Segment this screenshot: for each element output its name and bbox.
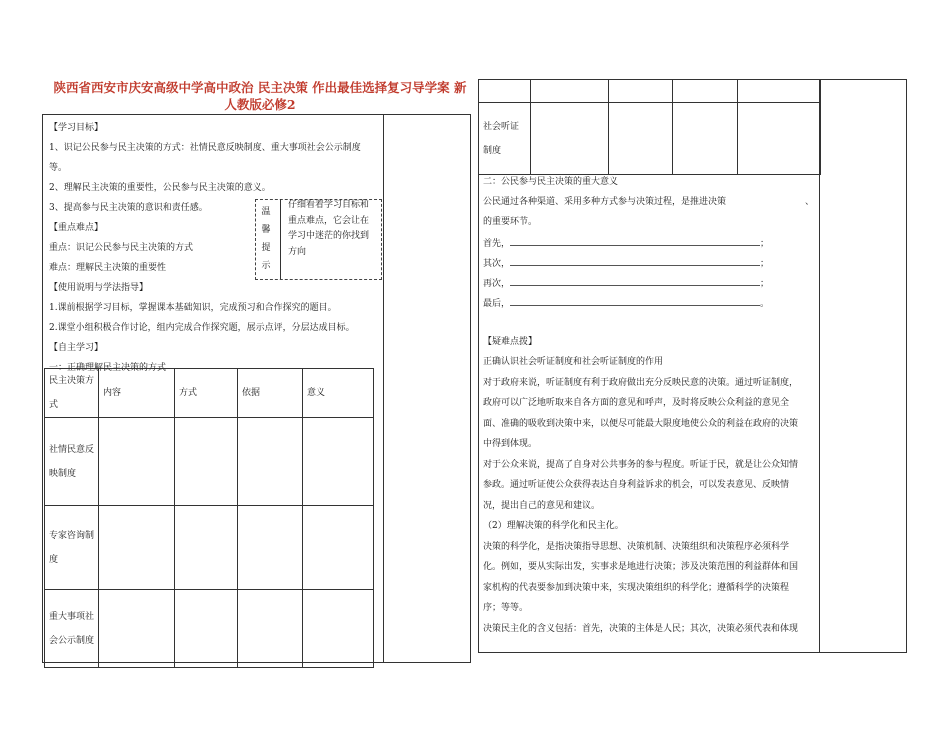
header-cell: 意义 xyxy=(303,369,374,418)
self-study-header: 【自主学习】 xyxy=(49,343,104,353)
answer-cell[interactable] xyxy=(238,506,303,590)
explanation xyxy=(483,352,818,639)
table-row xyxy=(479,103,821,175)
answer-cell[interactable] xyxy=(99,418,175,506)
para-line: 参政。通过听证使公众获得表达自身利益诉求的机会，可以发表意见、反映情 xyxy=(483,480,790,490)
blank-line: 其次， ； xyxy=(483,254,818,274)
para-line: 正确认识社会听证制度和社会听证制度的作用 xyxy=(483,357,664,367)
header-cell: 内容 xyxy=(99,369,175,418)
tip-text xyxy=(288,198,380,260)
table-header-row xyxy=(45,369,374,418)
para-line: 家机构的代表要参加到决策中来，实现决策组织的科学化；遵循科学的决策程 xyxy=(483,582,790,593)
hearing-table xyxy=(478,79,821,175)
key-point: 重点：识记公民参与民主决策的方式 xyxy=(49,243,194,253)
answer-cell[interactable] xyxy=(479,80,531,103)
table-row xyxy=(45,590,374,668)
tip-label-char-1: 温 xyxy=(261,207,271,217)
para-line: 况，提出自己的意见和建议。 xyxy=(483,500,601,511)
answer-cell[interactable] xyxy=(303,506,374,590)
header-cell: 方式 xyxy=(175,369,238,418)
answer-cell[interactable] xyxy=(738,103,821,175)
tip-label-char-4: 示 xyxy=(261,261,271,271)
para-line: 决策的科学化，是指决策指导思想、决策机制、决策组织和决策程序必须科学 xyxy=(483,541,790,552)
objective-2: 2、理解民主决策的重要性，公民参与民主决策的意义。 xyxy=(49,183,271,193)
para-line: 中得到体现。 xyxy=(483,439,538,449)
tip-line-3: 学习中迷茫的你找到 xyxy=(288,231,370,241)
answer-cell[interactable] xyxy=(531,80,609,103)
para-line: （2）理解决策的科学化和民主化。 xyxy=(483,521,624,531)
answer-cell[interactable] xyxy=(531,103,609,175)
header-cell: 民主决策方式 xyxy=(45,369,99,418)
answer-blank[interactable] xyxy=(510,254,760,266)
tip-label-char-2: 馨 xyxy=(261,225,271,235)
answer-cell[interactable] xyxy=(175,506,238,590)
answer-cell[interactable] xyxy=(175,590,238,668)
para-line: 对于政府来说，听证制度有利于政府做出充分反映民意的决策。通过听证制度， xyxy=(483,377,799,388)
decision-methods-table xyxy=(44,368,374,668)
answer-cell[interactable] xyxy=(673,80,738,103)
row-label: 重大事项社会公示制度 xyxy=(45,590,99,668)
table-row xyxy=(45,506,374,590)
tip-line-1: 仔细看着学习目标和 xyxy=(288,200,370,210)
row-label: 社情民意反映制度 xyxy=(45,418,99,506)
para-line: 面、准确的吸收到决策中来，以便尽可能最大限度地使公众的利益在政府的决策 xyxy=(483,418,799,429)
tip-label xyxy=(259,203,273,275)
answer-cell[interactable] xyxy=(238,418,303,506)
objective-1: 1、识记公民参与民主决策的方式：社情民意反映制度、重大事项社会公示制度 xyxy=(49,143,361,153)
answer-cell[interactable] xyxy=(238,590,303,668)
tip-divider xyxy=(280,199,281,279)
blank-line: 最后， 。 xyxy=(483,294,818,314)
usage-1: 1.课前根据学习目标，掌握课本基础知识，完成预习和合作探究的题目。 xyxy=(49,303,337,313)
answer-cell[interactable] xyxy=(738,80,821,103)
objectives-header: 【学习目标】 xyxy=(49,123,104,133)
blank-line: 再次， ； xyxy=(483,274,818,294)
answer-cell[interactable] xyxy=(99,590,175,668)
section-two-title: 二：公民参与民主决策的重大意义 xyxy=(483,177,619,187)
answer-cell[interactable] xyxy=(673,103,738,175)
key-difficult-header: 【重点难点】 xyxy=(49,223,104,233)
table-row xyxy=(45,418,374,506)
blank-line: 首先， ； xyxy=(483,234,818,254)
answer-cell[interactable] xyxy=(175,418,238,506)
tip-line-4: 方向 xyxy=(288,246,307,257)
tip-label-char-3: 提 xyxy=(261,243,271,253)
answer-blank[interactable] xyxy=(510,274,760,286)
answer-blank[interactable] xyxy=(510,234,760,246)
difficult-header: 【疑难点拨】 xyxy=(483,337,538,347)
objective-3: 3、提高参与民主决策的意识和责任感。 xyxy=(49,203,208,213)
row-label: 专家咨询制度 xyxy=(45,506,99,590)
objective-1-cont: 等。 xyxy=(49,163,68,173)
difficult-point: 难点：理解民主决策的重要性 xyxy=(49,263,167,273)
row-label: 社会听证制度 xyxy=(479,103,531,175)
title-line-1: 陕西省西安市庆安高级中学高中政治 民主决策 作出最佳选择复习导学案 新 xyxy=(53,80,467,95)
table-row xyxy=(479,80,821,103)
para-line: 序；等等。 xyxy=(483,603,529,613)
para-line: 政府可以广泛地听取来自各方面的意见和呼声，及时将反映公众利益的意见全 xyxy=(483,398,790,408)
intro-text: 公民通过各种渠道、采用多种方式参与决策过程，是推进决策 xyxy=(483,197,727,207)
answer-blank[interactable] xyxy=(510,294,760,306)
answer-cell[interactable] xyxy=(303,418,374,506)
para-line: 化。例如，要从实际出发，实事求是地进行决策；涉及决策范围的利益群体和国 xyxy=(483,562,799,572)
intro-line-2: 的重要环节。 xyxy=(483,217,538,227)
para-line: 对于公众来说，提高了自身对公共事务的参与程度。听证于民，就是让公众知情 xyxy=(483,459,799,470)
usage-header: 【使用说明与学法指导】 xyxy=(49,283,149,293)
document-title xyxy=(42,79,478,113)
usage-2: 2.课堂小组积极合作讨论，组内完成合作探究题，展示点评，分层达成目标。 xyxy=(49,323,355,333)
answer-cell[interactable] xyxy=(99,506,175,590)
intro-line-1 xyxy=(483,192,818,212)
right-content xyxy=(483,172,818,639)
left-margin-divider xyxy=(383,114,384,662)
section-one-title: 一：正确理解民主决策的方式 xyxy=(49,363,167,373)
answer-cell[interactable] xyxy=(609,103,673,175)
tip-line-2: 重点难点，它会让在 xyxy=(288,215,370,226)
title-line-2: 人教版必修2 xyxy=(224,97,296,112)
answer-cell[interactable] xyxy=(303,590,374,668)
header-cell: 依据 xyxy=(238,369,303,418)
intro-comma: 、 xyxy=(805,197,815,207)
para-line: 决策民主化的含义包括：首先，决策的主体是人民；其次，决策必须代表和体现 xyxy=(483,623,799,634)
answer-cell[interactable] xyxy=(609,80,673,103)
